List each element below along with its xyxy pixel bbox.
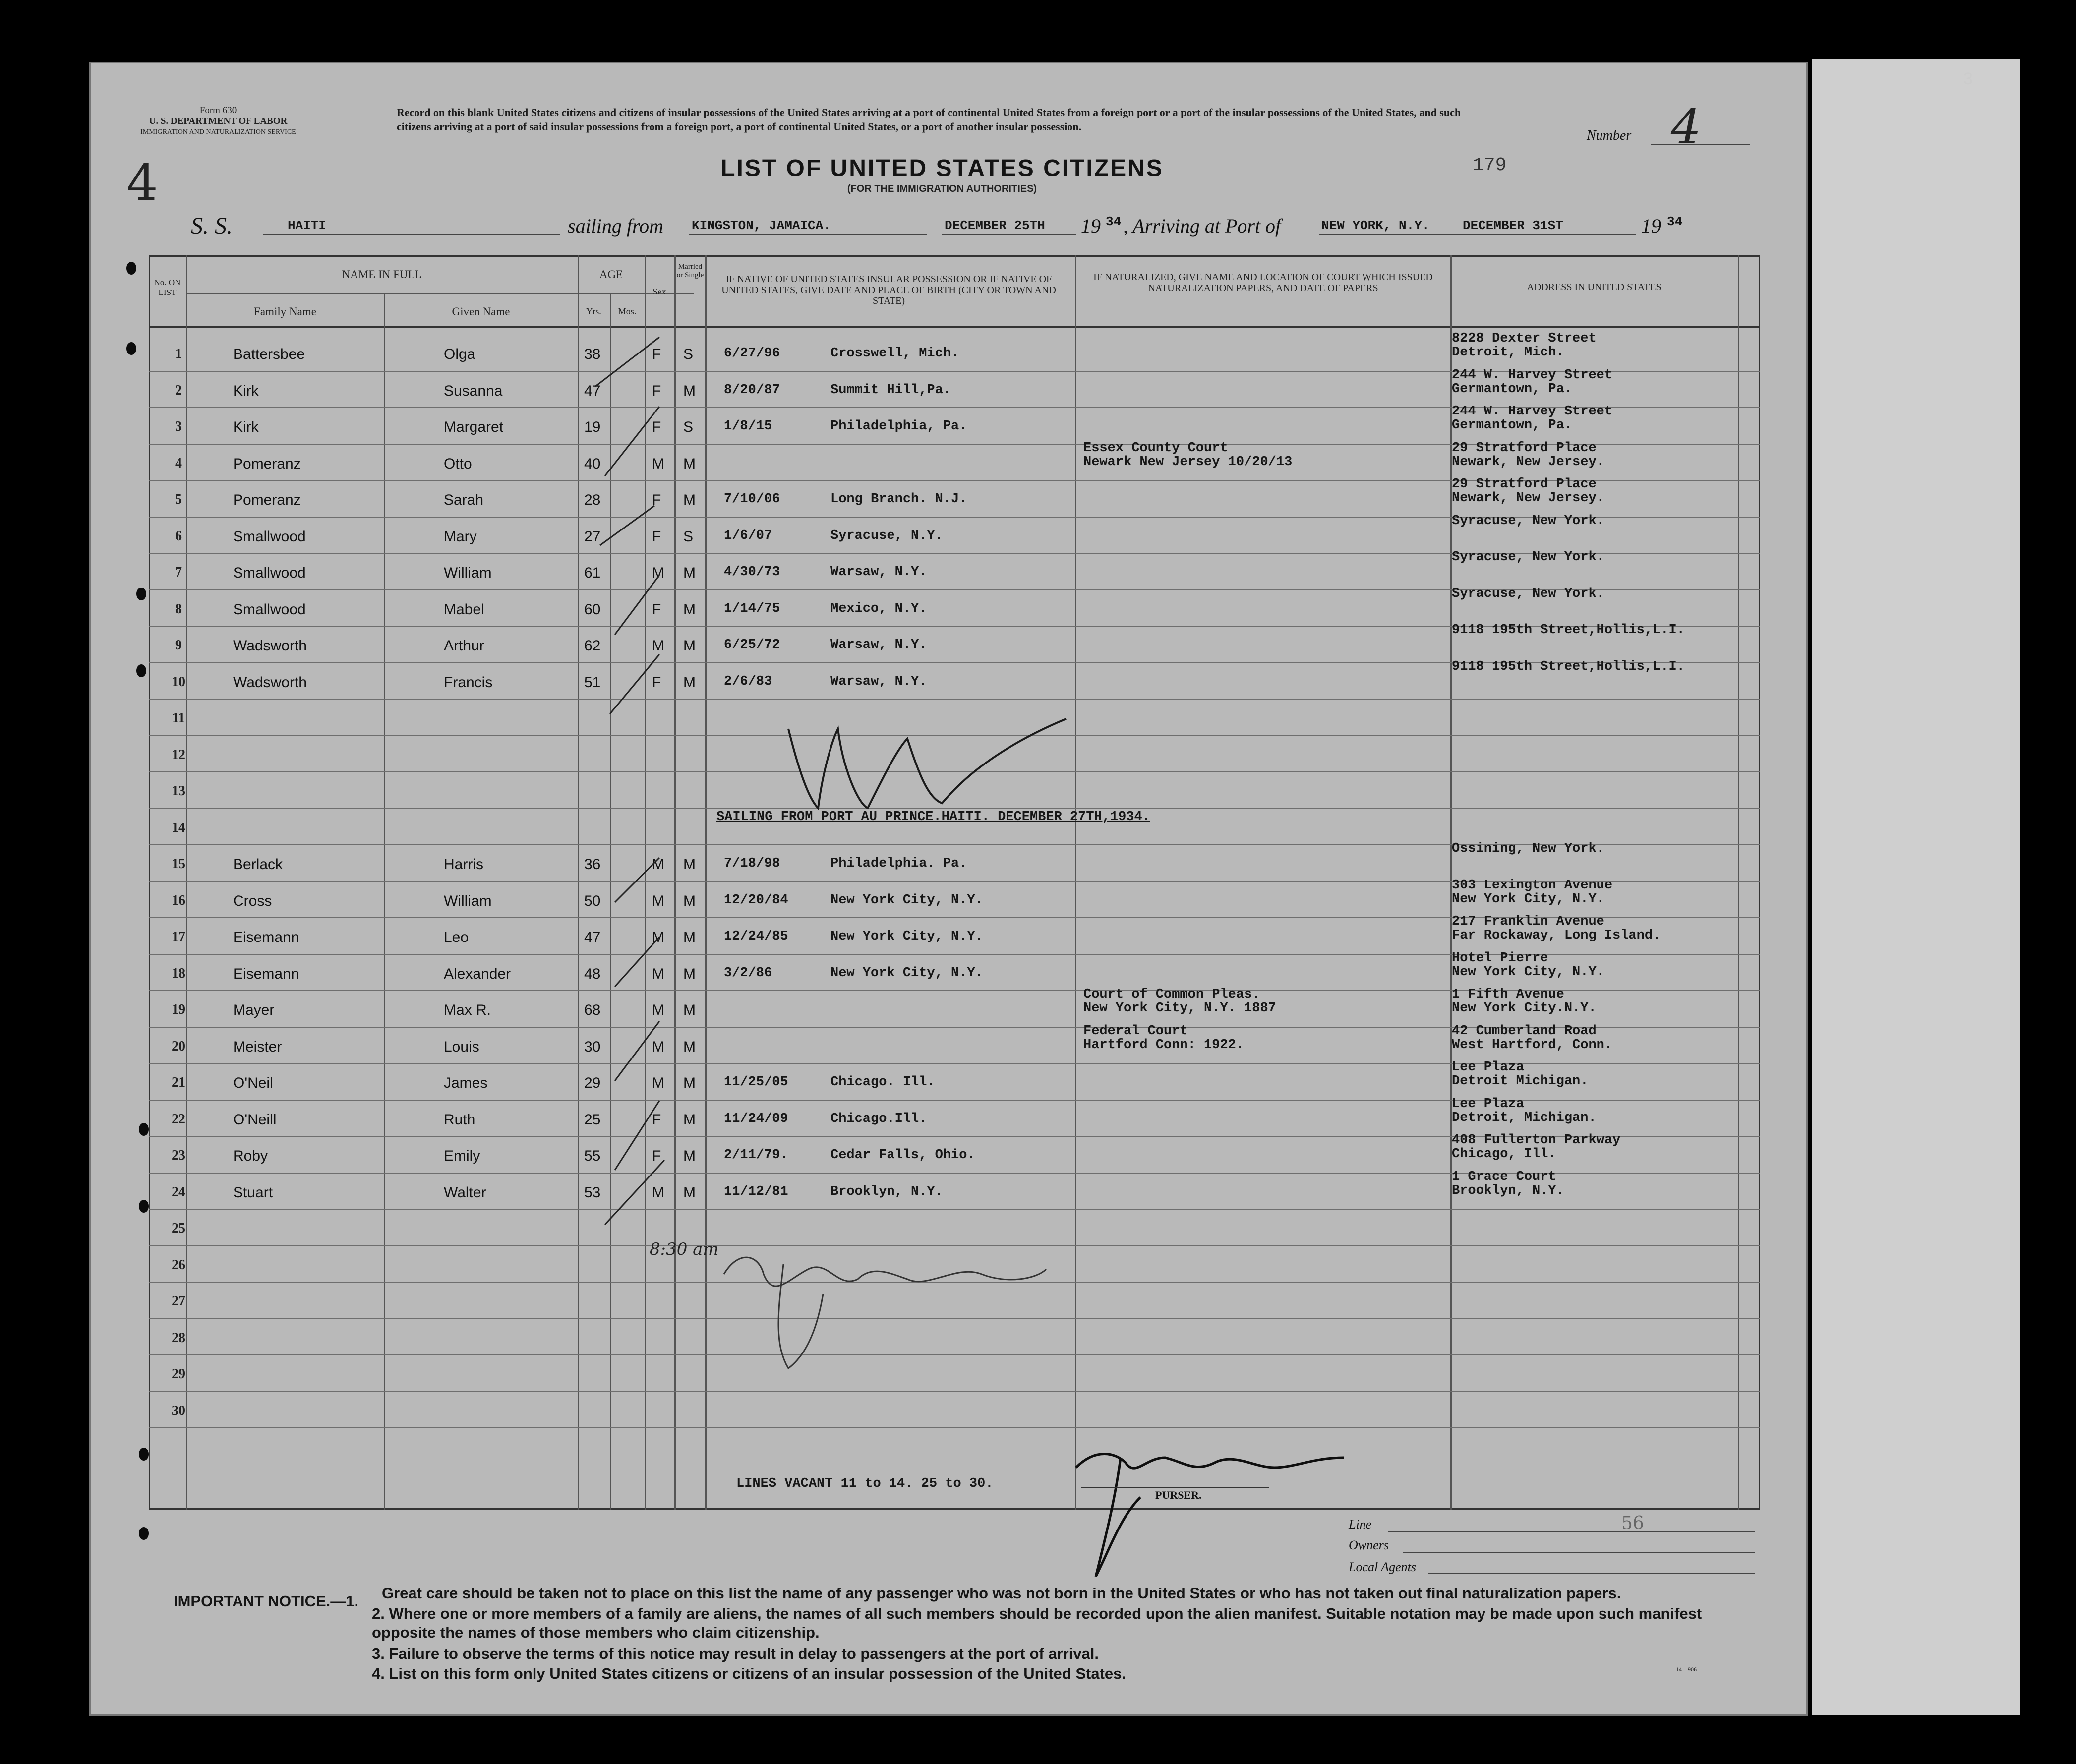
- marital-status: S: [683, 528, 694, 545]
- sex: F: [652, 346, 661, 362]
- family-name: Cross: [233, 892, 272, 909]
- given-name: Otto: [444, 455, 472, 472]
- birth-date: 2/11/79.: [724, 1148, 788, 1163]
- family-name: Eisemann: [233, 929, 299, 945]
- marital-status: M: [683, 601, 696, 618]
- age-years: 68: [584, 1002, 601, 1018]
- birth-place: Cedar Falls, Ohio.: [830, 1148, 975, 1163]
- birth-date: 7/18/98: [724, 856, 780, 871]
- birth-place: Syracuse, N.Y.: [830, 528, 943, 543]
- birth-date: 1/6/07: [724, 528, 772, 543]
- row-rule: [149, 699, 1760, 700]
- port-from: KINGSTON, JAMAICA.: [692, 218, 831, 233]
- address-line-1: Ossining, New York.: [1452, 841, 1604, 856]
- row-number: 23: [172, 1148, 185, 1163]
- age-years: 48: [584, 965, 601, 982]
- address-line-1: 8228 Dexter Street: [1452, 331, 1597, 346]
- sex: F: [652, 674, 661, 691]
- print-code: 14—906: [1676, 1666, 1697, 1673]
- age-header-rule: [578, 293, 645, 294]
- birth-date: 12/24/85: [724, 929, 788, 944]
- birth-date: 7/10/06: [724, 492, 780, 507]
- birth-place: Mexico, N.Y.: [830, 601, 927, 616]
- header-age-months: Mos.: [618, 306, 637, 316]
- address-line-2: Detroit, Michigan.: [1452, 1110, 1597, 1125]
- ship-underline: [263, 234, 560, 235]
- header-birth: IF NATIVE OF UNITED STATES INSULAR POSSESSION OR IF NATIVE OF UNITED STATES, GIVE DATE AND PLACE OF BIRTH (CITY OR TOWN AND STATE): [721, 274, 1056, 306]
- arriving-label: , Arriving at Port of: [1123, 215, 1281, 237]
- address-line-2: Germantown, Pa.: [1452, 418, 1573, 433]
- marital-status: M: [683, 1111, 696, 1128]
- header-family-name: Family Name: [254, 305, 316, 318]
- marital-status: M: [683, 1038, 696, 1055]
- ss-label: S. S.: [191, 213, 233, 239]
- row-number: 26: [172, 1257, 185, 1273]
- age-years: 53: [584, 1184, 601, 1201]
- row-number: 16: [172, 892, 185, 908]
- row-number: 24: [172, 1184, 185, 1200]
- birth-date: 6/25/72: [724, 638, 780, 652]
- address-line-1: 244 W. Harvey Street: [1452, 404, 1613, 419]
- marital-status: M: [683, 1148, 696, 1164]
- given-name: Arthur: [444, 638, 484, 654]
- age-years: 29: [584, 1075, 601, 1091]
- address-line-1: 303 Lexington Avenue: [1452, 878, 1613, 893]
- address-line-2: Detroit Michigan.: [1452, 1074, 1589, 1089]
- age-years: 51: [584, 674, 601, 691]
- marital-status: S: [683, 346, 694, 362]
- binder-hole: [139, 1200, 149, 1213]
- inspector-signature: [659, 1235, 1066, 1383]
- marital-status: M: [683, 455, 696, 472]
- address-line-1: Hotel Pierre: [1452, 950, 1548, 966]
- family-name: Pomeranz: [233, 455, 301, 472]
- row-number: 17: [172, 929, 185, 944]
- given-name: Max R.: [444, 1002, 491, 1018]
- court-name: Essex County Court: [1083, 440, 1228, 456]
- line-label: Line: [1349, 1517, 1372, 1531]
- check-marks-overlay: [585, 327, 684, 1244]
- given-name: Margaret: [444, 419, 504, 435]
- form-agency-block: [119, 105, 317, 138]
- line-underline: [1388, 1531, 1755, 1532]
- family-name: Wadsworth: [233, 638, 307, 654]
- court-location-date: New York City, N.Y. 1887: [1083, 1001, 1276, 1016]
- given-name: Ruth: [444, 1111, 475, 1128]
- marital-status: M: [683, 856, 696, 873]
- line-value: 56: [1621, 1513, 1644, 1533]
- sex: M: [652, 565, 664, 581]
- family-name: Mayer: [233, 1002, 275, 1018]
- row-number: 19: [172, 1002, 185, 1017]
- row-number: 22: [172, 1111, 185, 1127]
- corner-page-number: 3: [1963, 69, 1973, 88]
- given-name: Susanna: [444, 382, 503, 399]
- family-name: Eisemann: [233, 965, 299, 982]
- marital-status: M: [683, 892, 696, 909]
- port-arrival: NEW YORK, N.Y.: [1321, 218, 1430, 233]
- year-prefix-arrival: 19: [1641, 215, 1661, 237]
- header-address: ADDRESS IN UNITED STATES: [1527, 282, 1661, 293]
- binder-hole: [139, 1123, 149, 1136]
- birth-place: New York City, N.Y.: [830, 965, 983, 981]
- address-line-1: Lee Plaza: [1452, 1060, 1524, 1075]
- binder-hole: [139, 1448, 149, 1461]
- age-years: 30: [584, 1038, 601, 1055]
- binder-hole: [126, 342, 136, 355]
- sex: M: [652, 455, 664, 472]
- birth-date: 1/14/75: [724, 601, 780, 616]
- birth-place: Warsaw, N.Y.: [830, 565, 927, 580]
- address-line-2: Germantown, Pa.: [1452, 381, 1573, 397]
- address-line-1: 408 Fullerton Parkway: [1452, 1133, 1621, 1148]
- sex: M: [652, 1038, 664, 1055]
- age-years: 25: [584, 1111, 601, 1128]
- court-name: Court of Common Pleas.: [1083, 987, 1260, 1002]
- header-name-in-full: NAME IN FULL: [342, 268, 422, 281]
- row-number: 8: [175, 601, 182, 617]
- sex: M: [652, 965, 664, 982]
- age-years: 19: [584, 419, 601, 435]
- address-line-1: Syracuse, New York.: [1452, 513, 1604, 529]
- row-number: 9: [175, 638, 182, 653]
- adjacent-page-strip: [1812, 59, 2020, 1715]
- birth-place: Philadelphia, Pa.: [830, 419, 967, 434]
- marital-status: M: [683, 1075, 696, 1091]
- address-line-2: Far Rockaway, Long Island.: [1452, 928, 1661, 943]
- given-name: Mary: [444, 528, 477, 545]
- row-number: 15: [172, 856, 185, 872]
- row-number: 29: [172, 1366, 185, 1382]
- family-name: Roby: [233, 1148, 268, 1164]
- owners-label: Owners: [1349, 1538, 1389, 1552]
- row-number: 27: [172, 1294, 185, 1309]
- given-name: Olga: [444, 346, 475, 362]
- binder-hole: [136, 664, 146, 677]
- address-line-2: Newark, New Jersey.: [1452, 454, 1604, 470]
- age-years: 47: [584, 929, 601, 945]
- notice-item-4: 4. List on this form only United States citizens or citizens of an insular possession of the United States.: [372, 1665, 1126, 1682]
- birth-place: Warsaw, N.Y.: [830, 674, 927, 689]
- date-from: DECEMBER 25TH: [945, 218, 1045, 233]
- number-label: Number: [1587, 128, 1632, 143]
- court-location-date: Newark New Jersey 10/20/13: [1083, 454, 1293, 470]
- family-name: Kirk: [233, 382, 259, 399]
- given-name: William: [444, 565, 492, 581]
- age-years: 27: [584, 528, 601, 545]
- marital-status: M: [683, 929, 696, 945]
- given-name: Walter: [444, 1184, 486, 1201]
- date-arrival: DECEMBER 31ST: [1463, 218, 1563, 233]
- marital-status: M: [683, 565, 696, 581]
- header-bottom-rule: [149, 326, 1760, 328]
- birth-date: 6/27/96: [724, 346, 780, 361]
- row-number: 13: [172, 783, 185, 799]
- header-age: AGE: [599, 268, 623, 281]
- birth-place: Warsaw, N.Y.: [830, 638, 927, 652]
- lines-vacant-note: LINES VACANT 11 to 14. 25 to 30.: [736, 1476, 994, 1491]
- department-name: U. S. DEPARTMENT OF LABOR: [149, 116, 288, 126]
- binder-hole: [139, 1527, 149, 1540]
- given-name: Alexander: [444, 965, 511, 982]
- purser-signature: [1066, 1438, 1364, 1587]
- binder-hole: [126, 262, 136, 275]
- marital-status: M: [683, 674, 696, 691]
- row-number: 14: [172, 820, 185, 835]
- row-number: 2: [175, 382, 182, 398]
- birth-place: Brooklyn, N.Y.: [830, 1184, 943, 1199]
- given-name: Louis: [444, 1038, 479, 1055]
- row-rule: [149, 1427, 1760, 1428]
- age-years: 36: [584, 856, 601, 873]
- ship-name: HAITI: [288, 218, 327, 233]
- col-line-family: [384, 293, 385, 1510]
- sailing-note: SAILING FROM PORT AU PRINCE.HAITI. DECEMBER 27TH,1934.: [716, 810, 1150, 824]
- owners-underline: [1403, 1552, 1755, 1553]
- purser-label: PURSER.: [1155, 1489, 1202, 1501]
- birth-place: Long Branch. N.J.: [830, 492, 967, 507]
- marital-status: M: [683, 382, 696, 399]
- family-name: Smallwood: [233, 528, 306, 545]
- birth-date: 1/8/15: [724, 419, 772, 434]
- row-number: 6: [175, 528, 182, 544]
- birth-date: 11/25/05: [724, 1075, 788, 1090]
- row-number: 1: [175, 346, 182, 361]
- age-years: 50: [584, 892, 601, 909]
- row-number: 18: [172, 965, 185, 981]
- birth-place: New York City, N.Y.: [830, 929, 983, 944]
- purser-underline: [1081, 1487, 1269, 1488]
- time-note: 8:30 am: [650, 1239, 719, 1259]
- address-line-2: Brooklyn, N.Y.: [1452, 1183, 1564, 1198]
- birth-place: Chicago.Ill.: [830, 1111, 927, 1126]
- family-name: O'Neil: [233, 1075, 273, 1091]
- address-line-1: 9118 195th Street,Hollis,L.I.: [1452, 623, 1685, 638]
- address-line-2: New York City.N.Y.: [1452, 1001, 1597, 1016]
- address-line-1: 42 Cumberland Road: [1452, 1023, 1597, 1039]
- form-subtitle: (FOR THE IMMIGRATION AUTHORITIES): [847, 183, 1037, 194]
- sex: F: [652, 419, 661, 435]
- marital-status: M: [683, 638, 696, 654]
- age-years: 55: [584, 1148, 601, 1164]
- given-name: Leo: [444, 929, 469, 945]
- year-arrival: 34: [1667, 214, 1683, 229]
- given-name: Mabel: [444, 601, 484, 618]
- marital-status: M: [683, 1184, 696, 1201]
- given-name: Francis: [444, 674, 493, 691]
- row-rule: [149, 1209, 1760, 1210]
- given-name: William: [444, 892, 492, 909]
- address-line-1: 1 Fifth Avenue: [1452, 987, 1564, 1002]
- address-line-1: 9118 195th Street,Hollis,L.I.: [1452, 659, 1685, 674]
- address-line-1: Syracuse, New York.: [1452, 586, 1604, 601]
- address-line-2: New York City, N.Y.: [1452, 964, 1604, 980]
- form-instructions: Record on this blank United States citizens and citizens of insular possessions of the United States arriving at a port of continental United States from a foreign port or a port of the insular possessions of the United States, and such citizens arriving at a port of said insular possessions from a foreign port, a port of continental United States, or a port of another insular possession.: [397, 106, 1461, 133]
- court-location-date: Hartford Conn: 1922.: [1083, 1037, 1245, 1053]
- notice-heading: IMPORTANT NOTICE.—1.: [174, 1592, 359, 1610]
- port-arrival-underline: [1319, 234, 1636, 235]
- sex: M: [652, 638, 664, 654]
- row-number: 11: [172, 710, 185, 726]
- header-age-years: Yrs.: [586, 306, 601, 316]
- given-name: Harris: [444, 856, 483, 873]
- service-name: IMMIGRATION AND NATURALIZATION SERVICE: [140, 128, 296, 136]
- family-name: Meister: [233, 1038, 282, 1055]
- birth-date: 3/2/86: [724, 965, 772, 981]
- age-years: 47: [584, 382, 601, 399]
- sex: F: [652, 1111, 661, 1128]
- row-number: 7: [175, 565, 182, 580]
- row-number: 12: [172, 747, 185, 763]
- marital-status: M: [683, 965, 696, 982]
- address-line-2: Chicago, Ill.: [1452, 1147, 1556, 1162]
- row-number: 30: [172, 1403, 185, 1418]
- form-title: LIST OF UNITED STATES CITIZENS: [720, 155, 1164, 181]
- header-given-name: Given Name: [452, 305, 510, 318]
- birth-place: Crosswell, Mich.: [830, 346, 959, 361]
- sex: F: [652, 1148, 661, 1164]
- birth-date: 12/20/84: [724, 892, 788, 908]
- row-number: 4: [175, 455, 182, 471]
- sex: M: [652, 929, 664, 945]
- notice-item-2: 2. Where one or more members of a family are aliens, the names of all such members should be recorded upon the alien manifest. Suitable notation may be made upon such manifest opposite the names of those members who claim citizenship.: [372, 1605, 1702, 1641]
- row-number: 25: [172, 1221, 185, 1236]
- sex: F: [652, 528, 661, 545]
- row-number: 3: [175, 419, 182, 434]
- address-line-1: Lee Plaza: [1452, 1096, 1524, 1112]
- address-line-1: 217 Franklin Avenue: [1452, 914, 1604, 929]
- birth-place: Philadelphia. Pa.: [830, 856, 967, 871]
- family-name: Kirk: [233, 419, 259, 435]
- birth-place: Summit Hill,Pa.: [830, 382, 951, 398]
- row-rule: [149, 1391, 1760, 1392]
- birth-date: 8/20/87: [724, 382, 780, 398]
- address-line-1: 29 Stratford Place: [1452, 440, 1597, 456]
- address-line-2: West Hartford, Conn.: [1452, 1037, 1613, 1053]
- margin-handwritten-mark: 4: [126, 154, 158, 212]
- list-number: 4: [1671, 99, 1702, 155]
- port-from-underline: [689, 234, 927, 235]
- age-years: 61: [584, 565, 601, 581]
- date-from-underline: [942, 234, 1076, 235]
- notice-item-3: 3. Failure to observe the terms of this notice may result in delay to passengers at the port of arrival.: [372, 1645, 1099, 1662]
- family-name: Smallwood: [233, 601, 306, 618]
- sex: F: [652, 492, 661, 508]
- sex: F: [652, 382, 661, 399]
- birth-place: Chicago. Ill.: [830, 1075, 935, 1090]
- notice-item-1: Great care should be taken not to place on this list the name of any passenger who was not born in the United States or who has not taken out final naturalization papers.: [382, 1585, 1621, 1602]
- family-name: Berlack: [233, 856, 283, 873]
- family-name: Battersbee: [233, 346, 305, 362]
- age-years: 38: [584, 346, 601, 362]
- birth-date: 2/6/83: [724, 674, 772, 689]
- court-name: Federal Court: [1083, 1023, 1188, 1039]
- address-line-2: Detroit, Mich.: [1452, 345, 1564, 360]
- sex: M: [652, 1184, 664, 1201]
- marital-status: M: [683, 492, 696, 508]
- sex: M: [652, 1002, 664, 1018]
- given-name: Emily: [444, 1148, 480, 1164]
- local-agents-underline: [1428, 1573, 1755, 1574]
- age-years: 62: [584, 638, 601, 654]
- family-name: Smallwood: [233, 565, 306, 581]
- family-name: Stuart: [233, 1184, 273, 1201]
- marital-status: S: [683, 419, 694, 435]
- header-sex: Sex: [652, 287, 666, 296]
- age-years: 28: [584, 492, 601, 508]
- family-name: Pomeranz: [233, 492, 301, 508]
- year-prefix-from: 19: [1081, 215, 1101, 237]
- address-line-2: New York City, N.Y.: [1452, 891, 1604, 907]
- sex: M: [652, 892, 664, 909]
- address-line-1: 29 Stratford Place: [1452, 477, 1597, 492]
- marital-status: M: [683, 1002, 696, 1018]
- row-number: 21: [172, 1075, 185, 1090]
- sex: M: [652, 856, 664, 873]
- row-number: 28: [172, 1330, 185, 1346]
- row-number: 5: [175, 492, 182, 507]
- sex: M: [652, 1075, 664, 1091]
- family-name: O'Neill: [233, 1111, 277, 1128]
- birth-date: 11/24/09: [724, 1111, 788, 1126]
- local-agents-label: Local Agents: [1349, 1560, 1417, 1574]
- address-line-1: 1 Grace Court: [1452, 1169, 1556, 1184]
- row-number: 20: [172, 1038, 185, 1054]
- sailing-from-label: sailing from: [568, 215, 663, 237]
- row-number: 10: [172, 674, 185, 690]
- address-line-1: Syracuse, New York.: [1452, 550, 1604, 565]
- address-line-1: 244 W. Harvey Street: [1452, 367, 1613, 383]
- stamp-number: 179: [1473, 155, 1507, 176]
- age-years: 40: [584, 455, 601, 472]
- address-line-2: Newark, New Jersey.: [1452, 491, 1604, 506]
- year-from: 34: [1106, 214, 1122, 229]
- header-naturalized: IF NATURALIZED, GIVE NAME AND LOCATION OF COURT WHICH ISSUED NATURALIZATION PAPERS, AND DATE OF PAPERS: [1093, 272, 1433, 294]
- family-name: Wadsworth: [233, 674, 307, 691]
- binder-hole: [136, 588, 146, 600]
- given-name: Sarah: [444, 492, 484, 508]
- age-years: 60: [584, 601, 601, 618]
- header-married-single: Married or Single: [676, 263, 704, 279]
- birth-date: 11/12/81: [724, 1184, 788, 1199]
- sex: F: [652, 601, 661, 618]
- birth-date: 4/30/73: [724, 565, 780, 580]
- birth-place: New York City, N.Y.: [830, 892, 983, 908]
- header-list-number: No. ON LIST: [154, 278, 181, 297]
- form-number: Form 630: [199, 105, 237, 116]
- given-name: James: [444, 1075, 488, 1091]
